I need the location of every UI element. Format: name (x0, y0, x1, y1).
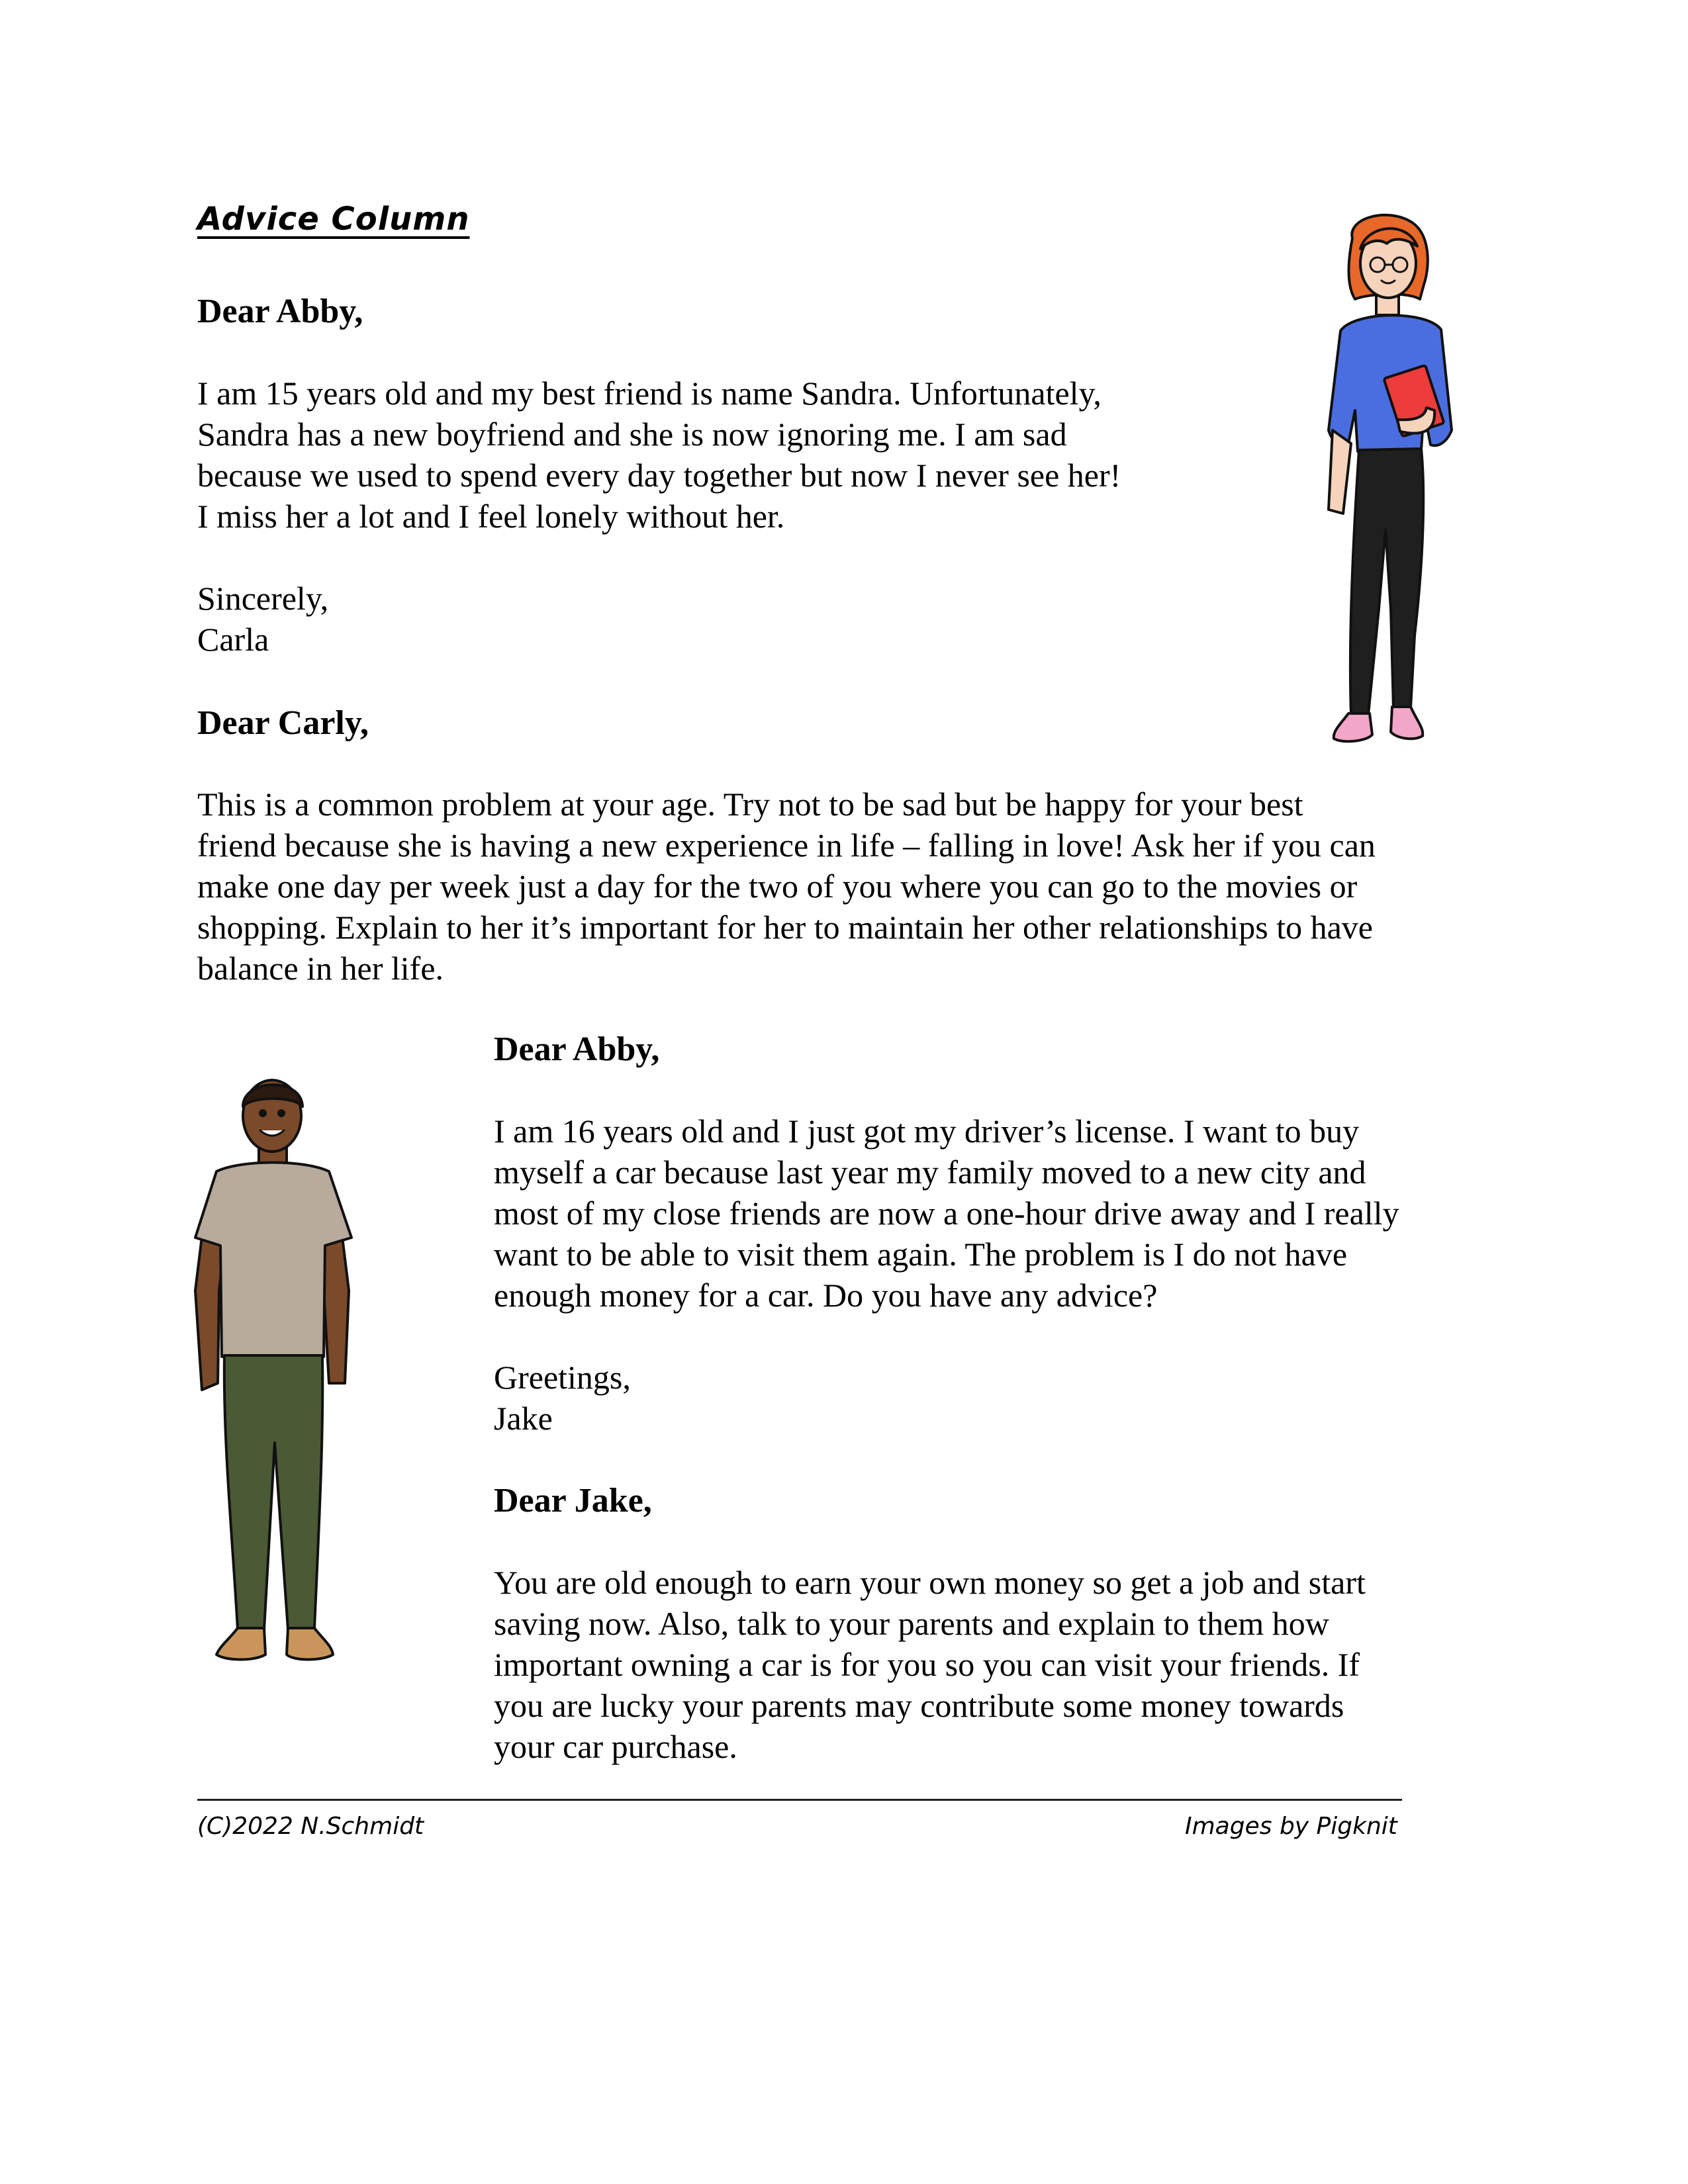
letter1-line: Sandra has a new boyfriend and she is now ignoring me. I am sad (197, 416, 1067, 453)
letter2-closing: Greetings, (494, 1359, 631, 1396)
girl-with-red-book-illustration (1294, 212, 1493, 781)
letter2-signature: Jake (494, 1400, 553, 1437)
reply2-line: you are lucky your parents may contribute some money towards (494, 1687, 1344, 1724)
letter2-salutation: Dear Abby, (494, 1030, 660, 1068)
reply2-salutation: Dear Jake, (494, 1482, 652, 1520)
reply2-body (494, 1562, 1366, 1767)
letter2-line: want to be able to visit them again. The problem is I do not have (494, 1236, 1348, 1273)
reply1-line: balance in her life. (197, 950, 444, 987)
reply1-line: This is a common problem at your age. Try not to be sad but be happy for your best (197, 786, 1303, 823)
letter1-line: I am 15 years old and my best friend is name Sandra. Unfortunately, (197, 375, 1102, 412)
reply2-line: important owning a car is for you so you can visit your friends. If (494, 1646, 1360, 1683)
letter2-line: most of my close friends are now a one-hour drive away and I really (494, 1195, 1399, 1232)
boy-standing-illustration (182, 1072, 367, 1674)
reply1-salutation: Dear Carly, (197, 704, 369, 742)
column-title: Advice Column (197, 201, 470, 238)
letter2-line: myself a car because last year my family moved to a new city and (494, 1154, 1366, 1191)
letter1-body (197, 373, 1121, 537)
letter1-signature: Carla (197, 621, 269, 658)
reply1-line: shopping. Explain to her it’s important for her to maintain her other relationships to have (197, 909, 1374, 946)
letter1-line: because we used to spend every day together but now I never see her! (197, 457, 1121, 494)
letter2-body (494, 1111, 1399, 1316)
footer-copyright: (C)2022 N.Schmidt (197, 1813, 424, 1840)
footer-image-credit: Images by Pigknit (1185, 1813, 1397, 1840)
letter2-line: enough money for a car. Do you have any advice? (494, 1277, 1158, 1314)
letter2-signoff (494, 1357, 631, 1439)
letter2-line: I am 16 years old and I just got my driver’s license. I want to buy (494, 1113, 1360, 1150)
reply1-body (197, 784, 1376, 989)
letter1-salutation: Dear Abby, (197, 293, 363, 330)
letter1-line: I miss her a lot and I feel lonely without her. (197, 498, 785, 535)
reply2-line: You are old enough to earn your own money so get a job and start (494, 1564, 1366, 1601)
footer-rule (197, 1799, 1402, 1801)
reply2-line: saving now. Also, talk to your parents and explain to them how (494, 1605, 1329, 1642)
reply1-line: make one day per week just a day for the two of you where you can go to the movies or (197, 868, 1358, 905)
reply1-line: friend because she is having a new experience in life – falling in love! Ask her if you can (197, 827, 1376, 864)
letter1-closing: Sincerely, (197, 580, 329, 617)
letter1-signoff (197, 578, 328, 660)
reply2-line: your car purchase. (494, 1728, 737, 1765)
